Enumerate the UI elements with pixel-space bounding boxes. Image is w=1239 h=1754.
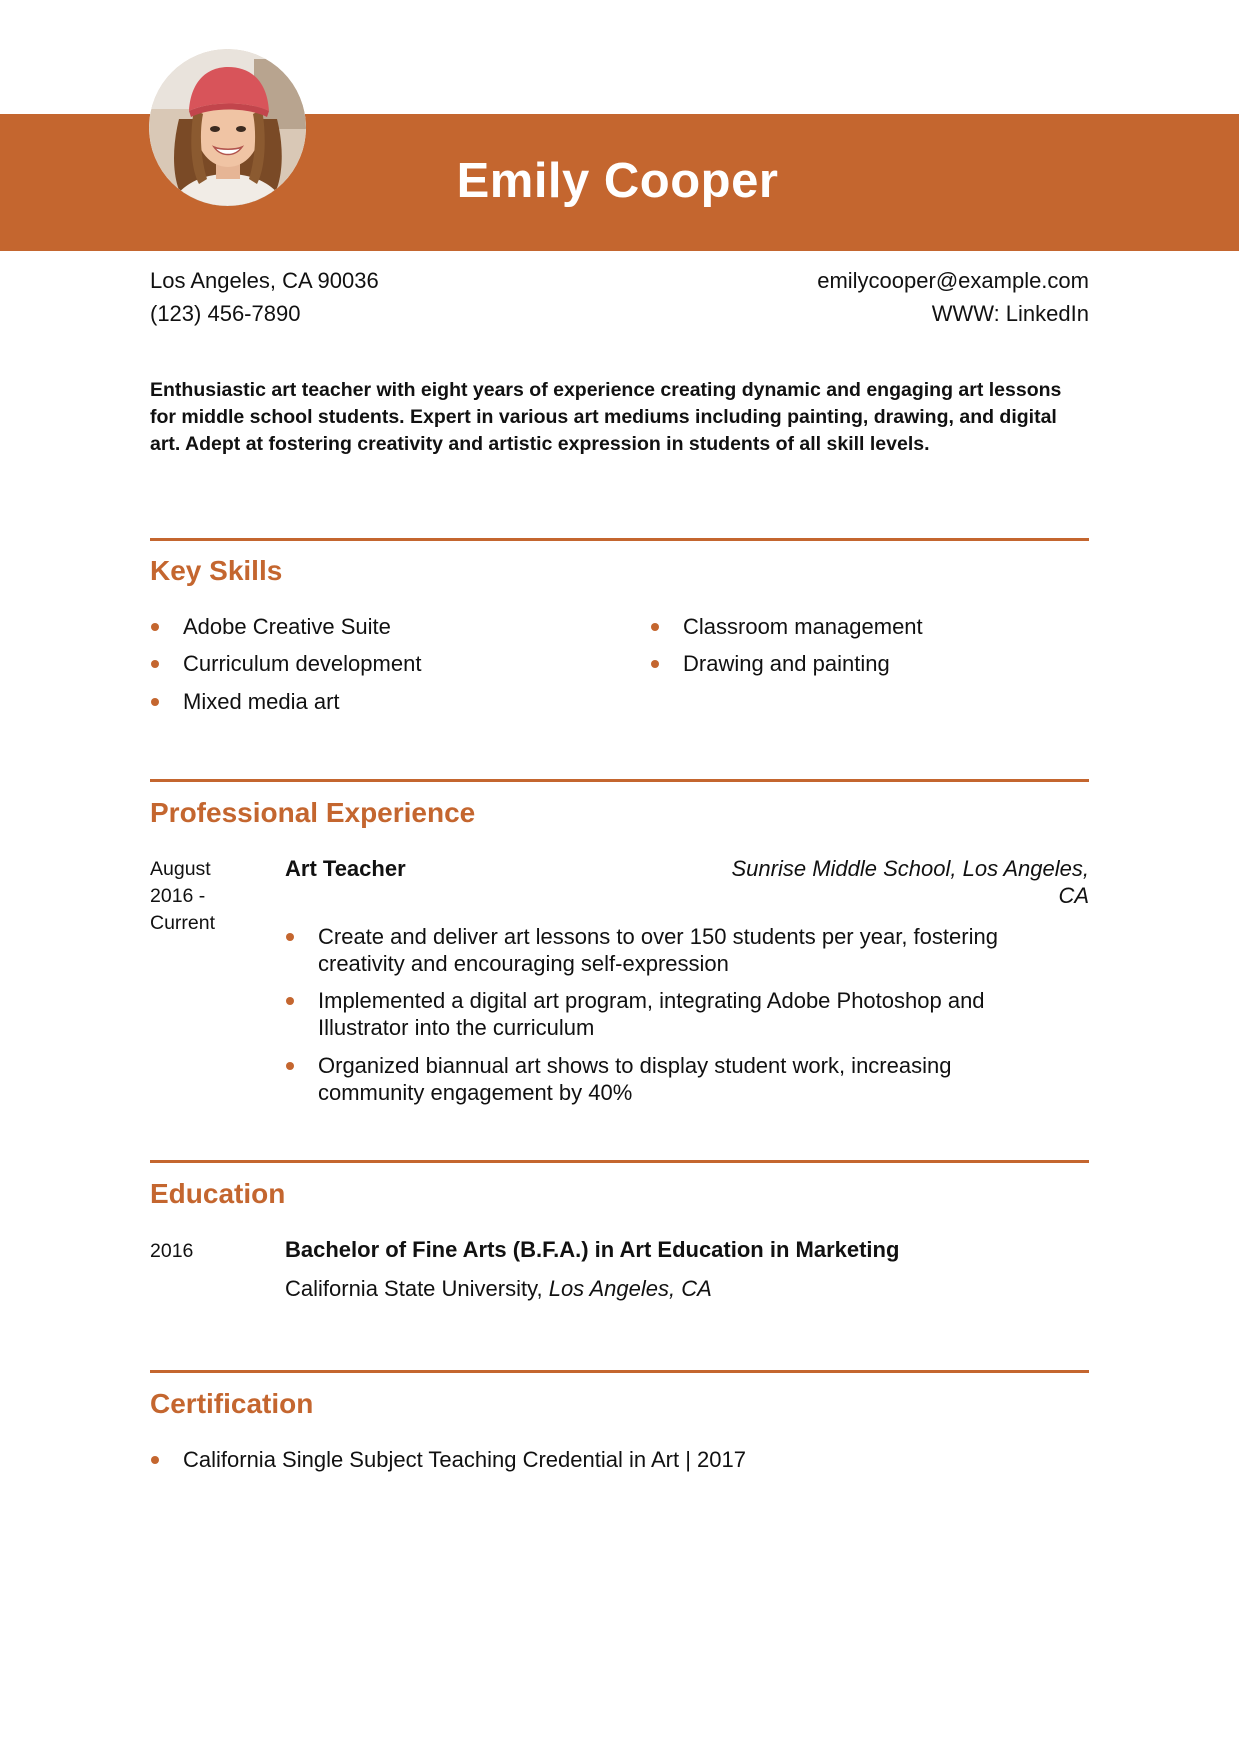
candidate-name: Emily Cooper — [456, 153, 779, 208]
education-heading: Education — [150, 1178, 286, 1209]
education-location: Los Angeles, CA — [548, 1276, 712, 1301]
job-bullet — [285, 987, 985, 1041]
skill-item: Drawing and painting — [650, 650, 890, 677]
certification-divider — [150, 1370, 1089, 1373]
skill-item: Adobe Creative Suite — [150, 613, 391, 640]
job-bullet-line: Create and deliver art lessons to over 150 students per year, fostering — [318, 924, 998, 949]
job-employer-line: Sunrise Middle School, Los Angeles, — [731, 856, 1089, 881]
job-dates-line: Current — [150, 912, 216, 934]
contact-right — [817, 264, 1089, 330]
job-bullet-line: Organized biannual art shows to display student work, increasing — [318, 1053, 952, 1078]
contact-left — [150, 264, 379, 330]
experience-divider — [150, 779, 1089, 782]
job-dates — [150, 856, 215, 937]
skill-item: Mixed media art — [150, 688, 340, 715]
phone: (123) 456-7890 — [150, 301, 301, 326]
website-link[interactable]: WWW: LinkedIn — [931, 301, 1089, 326]
job-bullet — [285, 1052, 951, 1106]
email[interactable]: emilycooper@example.com — [817, 268, 1089, 293]
job-bullet — [285, 923, 998, 977]
education-degree: Bachelor of Fine Arts (B.F.A.) in Art Education in Marketing — [285, 1237, 900, 1262]
job-bullet-line: creativity and encouraging self-expression — [318, 951, 729, 976]
education-school-line — [285, 1275, 712, 1302]
professional-summary: Enthusiastic art teacher with eight years of experience creating dynamic and engaging art lessons for middle school students. Expert in various art mediums including painting, drawing, and digital art. Adept at fostering creativity and artistic expression in students of all skill levels. — [150, 379, 1062, 455]
job-bullet-line: Implemented a digital art program, integrating Adobe Photoshop and — [318, 988, 985, 1013]
job-bullet-line: Illustrator into the curriculum — [318, 1015, 595, 1040]
education-year: 2016 — [150, 1240, 194, 1262]
skills-heading: Key Skills — [150, 555, 283, 586]
education-divider — [150, 1160, 1089, 1163]
skill-item: Curriculum development — [150, 650, 421, 677]
job-employer — [732, 855, 1090, 909]
certification-item: California Single Subject Teaching Credential in Art | 2017 — [150, 1446, 746, 1473]
experience-heading: Professional Experience — [150, 797, 476, 828]
job-title: Art Teacher — [285, 856, 406, 881]
skill-item: Classroom management — [650, 613, 923, 640]
address: Los Angeles, CA 90036 — [150, 268, 379, 293]
education-school: California State University, — [285, 1276, 543, 1301]
profile-photo-illustration — [149, 49, 306, 206]
job-employer-line: CA — [1058, 883, 1089, 908]
job-dates-line: August — [150, 858, 211, 880]
profile-photo — [149, 49, 306, 206]
job-bullet-line: community engagement by 40% — [318, 1080, 633, 1105]
certification-heading: Certification — [150, 1388, 314, 1419]
skills-divider — [150, 538, 1089, 541]
job-dates-line: 2016 - — [150, 885, 206, 907]
